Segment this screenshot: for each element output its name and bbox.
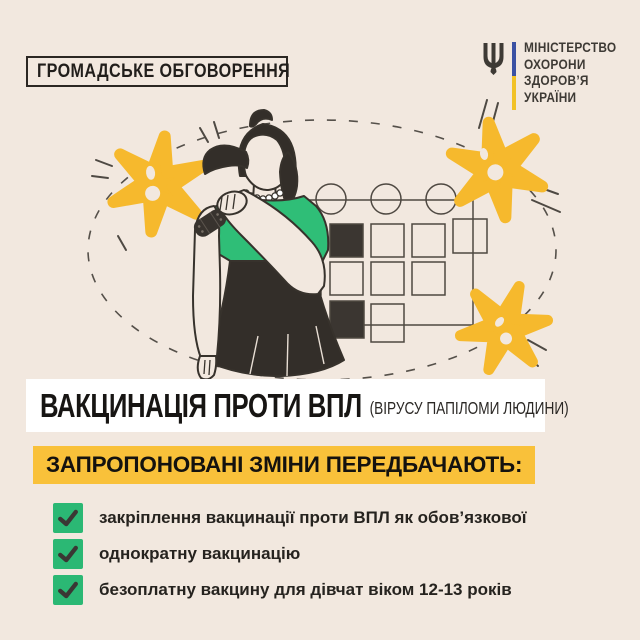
checkmark-icon: [55, 541, 81, 567]
list-item-label: закріплення вакцинації проти ВПЛ як обов’язкової: [99, 508, 527, 527]
checklist: [53, 503, 527, 611]
list-item-label: однократну вакцинацію: [99, 544, 301, 563]
checkmark-icon: [55, 505, 81, 531]
public-discussion-badge: [26, 56, 291, 87]
ukraine-trident-icon: [481, 42, 506, 76]
list-item: [53, 539, 527, 569]
list-item: [53, 575, 527, 605]
ministry-logo: [481, 40, 629, 110]
page-subtitle: (ВІРУСУ ПАПІЛОМИ ЛЮДИНИ): [369, 397, 569, 418]
page-title: ВАКЦИНАЦІЯ ПРОТИ ВПЛ: [40, 386, 362, 424]
list-item: [53, 503, 527, 533]
ministry-line: ЗДОРОВ’Я: [524, 73, 589, 88]
section-header-label: ЗАПРОПОНОВАНІ ЗМІНИ ПЕРЕДБАЧАЮТЬ:: [46, 452, 523, 477]
badge-label: ГРОМАДСЬКЕ ОБГОВОРЕННЯ: [37, 60, 291, 82]
flag-bar: [512, 42, 516, 110]
checkbox: [53, 575, 83, 605]
checkmark-icon: [55, 577, 81, 603]
ministry-line: МІНІСТЕРСТВО: [524, 40, 617, 55]
ministry-name: [524, 40, 616, 106]
checkbox: [53, 503, 83, 533]
girl-with-plaster-icon: [191, 110, 344, 379]
checkbox: [53, 539, 83, 569]
title-banner: [26, 379, 569, 432]
ministry-line: УКРАЇНИ: [524, 89, 577, 105]
list-item-label: безоплатну вакцину для дівчат віком 12-13 років: [99, 580, 512, 599]
section-header: [33, 446, 535, 484]
ministry-line: ОХОРОНИ: [524, 56, 586, 72]
